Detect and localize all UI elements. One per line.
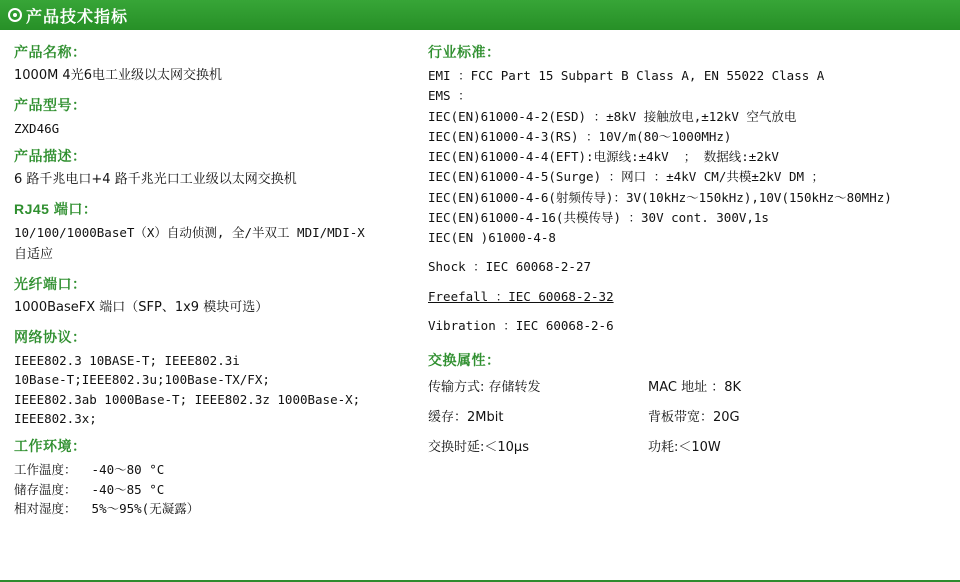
- attr-backplane-bandwidth: 背板带宽：20G: [648, 410, 740, 425]
- product-name-value: 1000M 4光6电工业级以太网交换机: [14, 68, 222, 83]
- section-title-network-protocol: 网络协议：: [14, 328, 87, 345]
- standard-line-emi: EMI ：FCC Part 15 Subpart B Class A, EN 55022 Class A: [428, 68, 825, 83]
- standard-line-shock: Shock ：IEC 60068-2-27: [428, 259, 592, 275]
- standard-line-cm-conducted: IEC(EN)61000-4-16(共模传导) ：30V cont. 300V,1s: [428, 209, 769, 225]
- attr-buffer: 缓存：2Mbit: [428, 410, 504, 425]
- product-model-value: ZXD46G: [14, 120, 60, 136]
- rj45-port-line-2: 自适应: [14, 247, 54, 263]
- section-title-rj45-port: RJ45 端口：: [14, 200, 98, 217]
- page-header: [0, 0, 960, 30]
- relative-humidity: 相对湿度： 5%～95%(无凝露）: [14, 501, 200, 517]
- network-protocol-line-4: IEEE802.3x;: [14, 411, 97, 427]
- standard-line-rs: IEC(EN)61000-4-3(RS) ：10V/m(80～1000MHz): [428, 128, 732, 144]
- standard-line-ems: EMS ：: [428, 88, 471, 104]
- network-protocol-line-1: IEEE802.3 10BASE-T; IEEE802.3i: [14, 352, 240, 368]
- standard-line-freefall: Freefall ：IEC 60068-2-32: [428, 288, 614, 304]
- product-description-value: 6 路千兆电口+4 路千兆光口工业级以太网交换机: [14, 172, 297, 188]
- attr-power-consumption: 功耗:＜10W: [648, 440, 721, 455]
- attr-transmission-mode: 传输方式: 存储转发: [428, 380, 541, 395]
- section-title-operating-environment: 工作环境：: [14, 438, 87, 455]
- attr-mac-address: MAC 地址 ：8K: [648, 380, 742, 395]
- standard-line-cs: IEC(EN)61000-4-6(射频传导)：3V(10kHz～150kHz),10V(150kHz～80MHz): [428, 189, 892, 205]
- standard-line-esd: IEC(EN)61000-4-2(ESD) ：±8kV 接触放电,±12kV 空气放电: [428, 108, 797, 124]
- fiber-port-value: 1000BaseFX 端口（SFP、1x9 模块可选）: [14, 300, 269, 316]
- operating-temperature: 工作温度： -40～80 °C: [14, 462, 165, 478]
- left-column: [0, 38, 420, 519]
- page-title: 产品技术指标: [26, 8, 129, 26]
- section-title-product-name: 产品名称：: [14, 44, 87, 60]
- circle-bullet-icon: [8, 8, 22, 22]
- content-columns: [0, 30, 960, 519]
- rj45-port-line-1: 10/100/1000BaseT（X）自动侦测, 全/半双工 MDI/MDI-X: [14, 224, 365, 240]
- standard-line-vibration: Vibration ：IEC 60068-2-6: [428, 317, 614, 333]
- network-protocol-line-2: 10Base-T;IEEE802.3u;100Base-TX/FX;: [14, 372, 270, 388]
- storage-temperature: 储存温度： -40～85 °C: [14, 481, 165, 497]
- section-title-industry-standards: 行业标准：: [428, 44, 501, 60]
- section-title-product-description: 产品描述：: [14, 148, 87, 165]
- standard-line-magnetic: IEC(EN )61000-4-8: [428, 230, 556, 245]
- right-column: [420, 38, 960, 519]
- standard-line-eft: IEC(EN)61000-4-4(EFT):电源线:±4kV ； 数据线:±2kV: [428, 149, 779, 164]
- attr-switch-latency: 交换时延:＜10μs: [428, 440, 529, 455]
- standard-line-surge: IEC(EN)61000-4-5(Surge) ：网口 ：±4kV CM/共模±2kV DM ；: [428, 169, 825, 185]
- section-title-fiber-port: 光纤端口：: [14, 276, 87, 293]
- section-title-product-model: 产品型号：: [14, 96, 87, 113]
- section-title-switch-attributes: 交换属性：: [428, 352, 501, 368]
- switch-attributes-grid: [428, 376, 960, 455]
- network-protocol-line-3: IEEE802.3ab 1000Base-T; IEEE802.3z 1000Base-X;: [14, 391, 361, 407]
